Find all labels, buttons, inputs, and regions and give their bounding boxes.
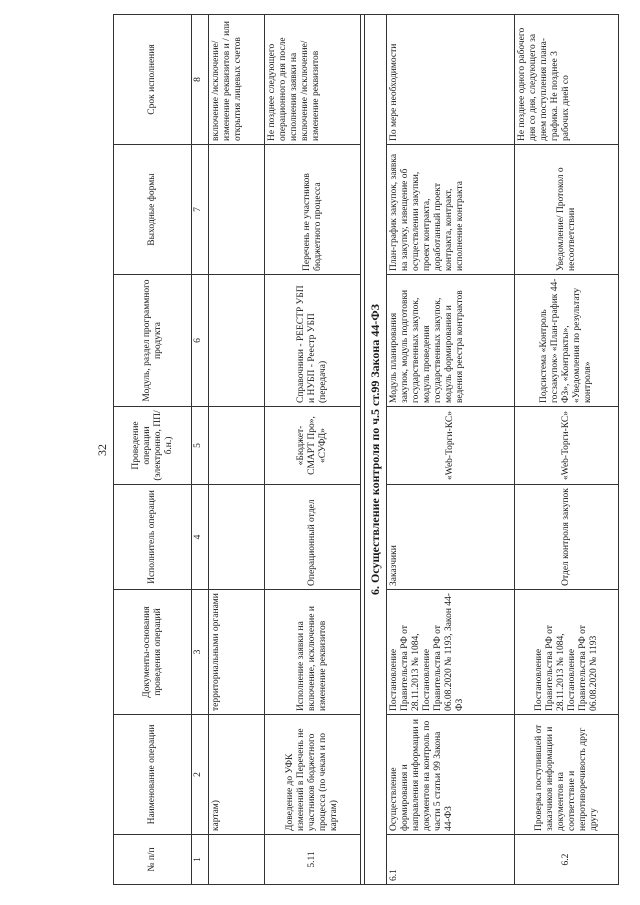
cell: Уведомление/ Протокол о несоответствии bbox=[515, 145, 619, 275]
header-cell: № п/п bbox=[114, 835, 192, 885]
column-number: 8 bbox=[192, 15, 209, 145]
cell: Проверка поступившей от заказчиков информации и документов на соответствие и непротиворечивость друг другу bbox=[515, 715, 619, 835]
header-cell: Документы-основания проведения операций bbox=[114, 590, 192, 715]
rotated-page bbox=[95, 15, 625, 885]
cell: включение /исключение/ изменение реквизитов и / или открытия лицевых счетов bbox=[209, 15, 265, 145]
table-row bbox=[387, 15, 515, 885]
header-row bbox=[114, 15, 192, 885]
cell: «Web-Торги-КС» bbox=[387, 407, 515, 485]
table-row bbox=[209, 15, 265, 885]
page-number: 32 bbox=[95, 444, 109, 456]
row-number: 5.11 bbox=[265, 835, 361, 885]
header-cell: Срок исполнения bbox=[114, 15, 192, 145]
cell: Заказчики bbox=[387, 485, 515, 590]
row-number: 6.2 bbox=[515, 835, 619, 885]
column-number: 5 bbox=[192, 407, 209, 485]
cell: Осуществление формирования и направления информации и документов на контроль по части 5 статьи 99 Закона 44-ФЗ bbox=[387, 715, 515, 835]
header-cell: Модуль, раздел программного продукта bbox=[114, 275, 192, 407]
cell: По мере необходимости bbox=[387, 15, 515, 145]
column-number: 7 bbox=[192, 145, 209, 275]
column-number: 4 bbox=[192, 485, 209, 590]
header-cell: Проведение операции (электронно, ПП/б.н.) bbox=[114, 407, 192, 485]
header-cell: Наименование операции bbox=[114, 715, 192, 835]
cell: Перечень не участников бюджетного процесса bbox=[265, 145, 361, 275]
section-row bbox=[365, 15, 387, 885]
cell: Постановление Правительства РФ от 28.11.2013 № 1084, Постановление Правительства РФ от 06.08.2020 № 1193, Закон 44-ФЗ bbox=[387, 590, 515, 715]
cell bbox=[209, 275, 265, 407]
cell bbox=[209, 407, 265, 485]
cell: территориальными органами bbox=[209, 590, 265, 715]
header-cell: Выходные формы bbox=[114, 145, 192, 275]
row-number: 6.1 bbox=[387, 835, 515, 885]
table-row bbox=[515, 15, 619, 885]
cell: Не позднее одного рабочего дня со дня, следующего за днем поступления плана-графика. Не позднее 3 рабочих дней со bbox=[515, 15, 619, 145]
cell bbox=[209, 145, 265, 275]
cell: «Бюджет-СМАРТ Про», «СУФД» bbox=[265, 407, 361, 485]
cell bbox=[209, 835, 265, 885]
cell: Исполнение заявки на включение, исключение и изменение реквизитов bbox=[265, 590, 361, 715]
cell: Постановление Правительства РФ от 28.11.2013 № 1084, Постановление Правительства РФ от 06.08.2020 № 1193 bbox=[515, 590, 619, 715]
cell: «Web-Торги-КС» bbox=[515, 407, 619, 485]
column-number: 6 bbox=[192, 275, 209, 407]
cell: Отдел контроля закупок bbox=[515, 485, 619, 590]
column-numbers-row bbox=[192, 15, 209, 885]
header-cell: Исполнитель операции bbox=[114, 485, 192, 590]
cell: Подсистема «Контроль госзакупок» «План-график 44-ФЗ», «Контракты», «Уведомления по результату контроля» bbox=[515, 275, 619, 407]
operations-table bbox=[113, 14, 619, 885]
cell bbox=[209, 485, 265, 590]
cell: Справочники - РЕЕСТР УБП и НУБП - Реестр УБП (передача) bbox=[265, 275, 361, 407]
section-title: 6. Осуществление контроля по ч.5 ст.99 Закона 44-ФЗ bbox=[365, 15, 387, 885]
column-number: 1 bbox=[192, 835, 209, 885]
cell: Не позднее следующего операционного дня после исполнения заявки на включение /исключение/ изменение реквизитов bbox=[265, 15, 361, 145]
cell: Модуль планирования закупок, модуль подготовки государственных закупок, модуль проведения государственных закупок, модуль формирования и ведения реестра контрактов bbox=[387, 275, 515, 407]
column-number: 2 bbox=[192, 715, 209, 835]
cell: Доведение до УФК изменений в Перечень не участников бюджетного процесса (по чекам и по картам) bbox=[265, 715, 361, 835]
cell: картам) bbox=[209, 715, 265, 835]
cell: План-график закупок, заявка на закупку, извещение об осуществлении закупки, проект контракта, доработанный проект контракта, контракт, исполнение контракта bbox=[387, 145, 515, 275]
cell: Операционный отдел bbox=[265, 485, 361, 590]
table-row bbox=[265, 15, 361, 885]
column-number: 3 bbox=[192, 590, 209, 715]
